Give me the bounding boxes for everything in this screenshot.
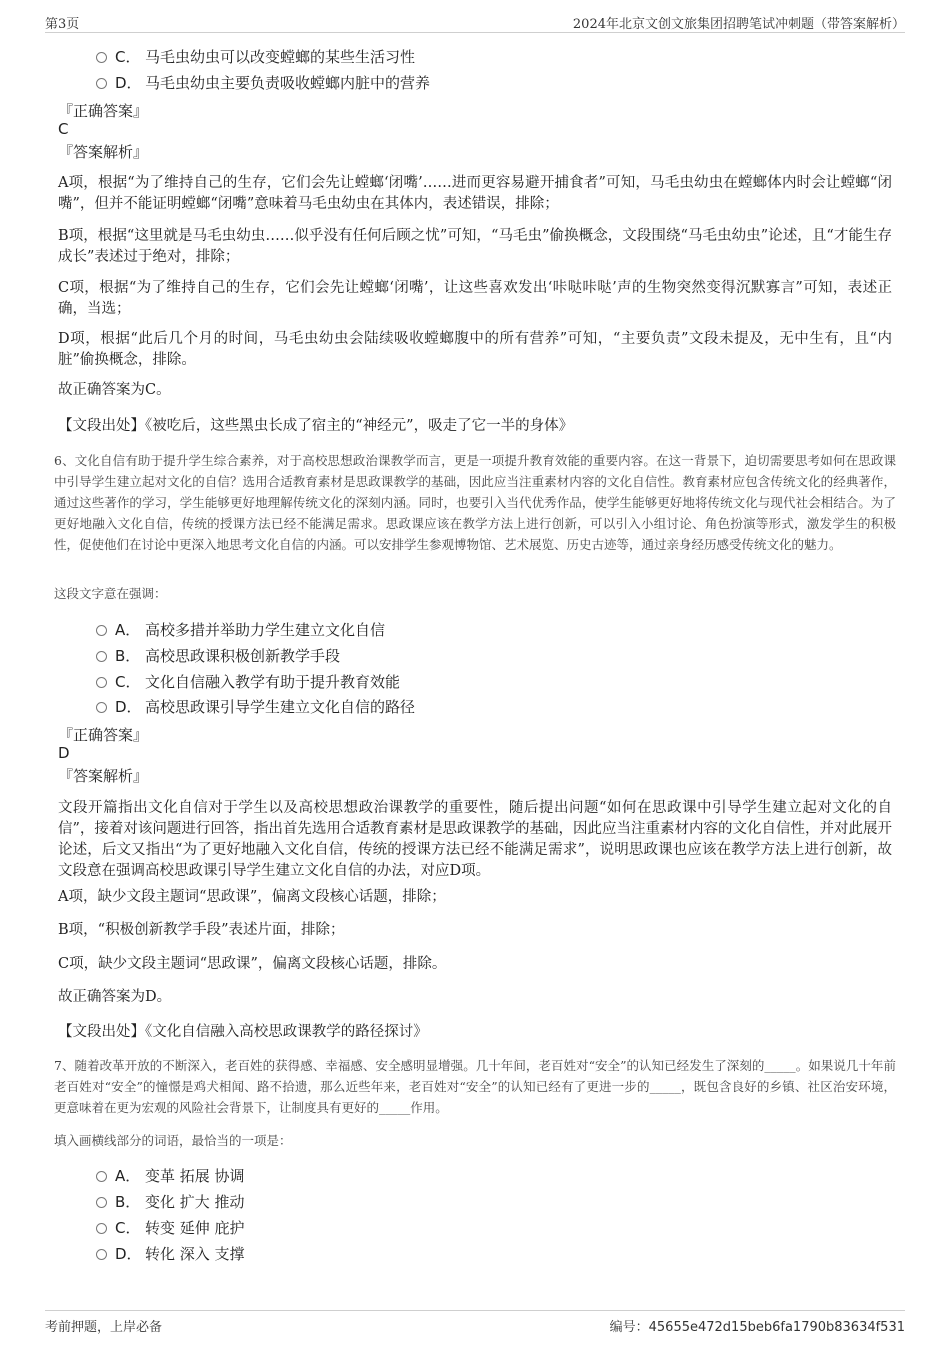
q6-analysis-c: C项，缺少文段主题词“思政课”，偏离文段核心话题，排除。 <box>58 956 447 972</box>
q7-option-d[interactable]: D． 转化 深入 支撑 <box>96 1243 245 1265</box>
radio-icon[interactable] <box>96 1249 107 1260</box>
radio-icon[interactable] <box>96 1171 107 1182</box>
q5-analysis-d: D项，根据“此后几个月的时间，马毛虫幼虫会陆续吸收螳螂腹中的所有营养”可知，“主要负责”文段未提及，无中生有，且“内脏”偷换概念，排除。 <box>58 331 892 368</box>
q7-option-c[interactable]: C． 转变 延伸 庇护 <box>96 1217 245 1239</box>
radio-icon[interactable] <box>96 78 107 89</box>
q5-conclusion: 故正确答案为C。 <box>58 382 171 398</box>
q7-option-a[interactable]: A． 变革 拓展 协调 <box>96 1165 245 1187</box>
radio-icon[interactable] <box>96 702 107 713</box>
q6-option-d[interactable]: D． 高校思政课引导学生建立文化自信的路径 <box>96 696 415 718</box>
q6-answer-label: 『正确答案』 <box>58 726 149 744</box>
page-number: 第3页 <box>45 17 80 32</box>
q7-prompt: 填入画横线部分的词语，最恰当的一项是： <box>54 1133 292 1148</box>
footer-slogan: 考前押题，上岸必备 <box>45 1320 163 1335</box>
q5-option-d[interactable]: D． 马毛虫幼虫主要负责吸收螳螂内脏中的营养 <box>96 72 430 94</box>
q7-option-b[interactable]: B． 变化 扩大 推动 <box>96 1191 245 1213</box>
q5-analysis-b: B项，根据“这里就是马毛虫幼虫……似乎没有任何后顾之忧”可知，“马毛虫”偷换概念，文段围绕“马毛虫幼虫”论述，且“才能生存成长”表述过于绝对，排除； <box>58 228 892 265</box>
blank-1: _____ <box>764 1058 796 1073</box>
document-title: 2024年北京文创文旅集团招聘笔试冲刺题（带答案解析） <box>572 17 905 32</box>
q5-analysis-c: C项，根据“为了维持自己的生存，它们会先让螳螂‘闭嘴’，让这些喜欢发出‘咔哒咔哒’声的生物突然变得沉默寡言”可知，表述正确，当选； <box>58 280 892 317</box>
q6-option-c[interactable]: C． 文化自信融入教学有助于提升教育效能 <box>96 671 400 693</box>
radio-icon[interactable] <box>96 677 107 688</box>
q5-option-c[interactable]: C． 马毛虫幼虫可以改变螳螂的某些生活习性 <box>96 46 415 68</box>
radio-icon[interactable] <box>96 52 107 63</box>
q6-option-b[interactable]: B． 高校思政课积极创新教学手段 <box>96 645 340 667</box>
q6-source: 【文段出处】《文化自信融入高校思政课教学的路径探讨》 <box>58 1024 428 1040</box>
blank-2: _____ <box>649 1079 681 1094</box>
page-header <box>45 10 905 33</box>
q6-prompt: 这段文字意在强调： <box>54 586 167 601</box>
q6-analysis-main: 文段开篇指出文化自信对于学生以及高校思想政治课教学的重要性，随后提出问题“如何在思政课中引导学生建立起对文化的自信”，接着对该问题进行回答，指出首先选用合适教育素材是思政课教学的基础，因此应当注重素材内容的文化自信性，并对此展开论述，后文又指出“为了更好地融入文化自信，传统的授课方法已经不能满足需求”，说明思政课也应该在教学方法上进行创新，故文段意在强调高校思政课引导学生建立文化自信的办法，对应D项。 <box>58 800 892 879</box>
q5-source: 【文段出处】《被吃后，这些黑虫长成了宿主的“神经元”，吸走了它一半的身体》 <box>58 418 574 434</box>
page-footer <box>45 1310 905 1339</box>
q6-analysis-a: A项，缺少文段主题词“思政课”，偏离文段核心话题，排除； <box>58 889 446 905</box>
q5-analysis-a: A项，根据“为了维持自己的生存，它们会先让螳螂‘闭嘴’……进而更容易避开捕食者”可知，马毛虫幼虫在螳螂体内时会让螳螂“闭嘴”，但并不能证明螳螂“闭嘴”意味着马毛虫幼虫在其体内，表述错误，排除； <box>58 175 892 212</box>
q6-option-a[interactable]: A． 高校多措并举助力学生建立文化自信 <box>96 619 385 641</box>
blank-3: _____ <box>379 1100 411 1115</box>
document-id: 编号：45655e472d15beb6fa1790b83634f531 <box>609 1320 905 1335</box>
radio-icon[interactable] <box>96 625 107 636</box>
radio-icon[interactable] <box>96 651 107 662</box>
q5-answer: C <box>58 120 69 138</box>
q6-conclusion: 故正确答案为D。 <box>58 989 172 1005</box>
radio-icon[interactable] <box>96 1197 107 1208</box>
q5-analysis-label: 『答案解析』 <box>58 143 149 161</box>
q5-answer-label: 『正确答案』 <box>58 102 149 120</box>
q6-analysis-label: 『答案解析』 <box>58 767 149 785</box>
q7-text: 7、随着改革开放的不断深入，老百姓的获得感、幸福感、安全感明显增强。几十年间，老百姓对“安全”的认知已经发生了深刻的_____。如果说几十年前老百姓对“安全”的憧憬是鸡犬相闻、路不拾遗，那么近些年来，老百姓对“安全”的认知已经有了更进一步的_____，既包含良好的乡镇、社区治安环境，更意味着在更为宏观的风险社会背景下，让制度具有更好的_____作用。 <box>54 1058 896 1115</box>
q6-analysis-b: B项，“积极创新教学手段”表述片面，排除； <box>58 922 345 938</box>
radio-icon[interactable] <box>96 1223 107 1234</box>
q6-answer: D <box>58 744 70 762</box>
q6-text: 6、文化自信有助于提升学生综合素养，对于高校思想政治课教学而言，更是一项提升教育效能的重要内容。在这一背景下，迫切需要思考如何在思政课中引导学生建立起对文化的自信？选用合适教育素材是思政课教学的基础，因此应当注重素材内容的文化自信性。教育素材应包含传统文化的经典著作，通过这些著作的学习，学生能够更好地理解传统文化的深刻内涵。同时，也要引入当代优秀作品，使学生能够更好地将传统文化与现代社会相结合。为了更好地融入文化自信，传统的授课方法已经不能满足需求。思政课应该在教学方法上进行创新，可以引入小组讨论、角色扮演等形式，激发学生的积极性，促使他们在讨论中更深入地思考文化自信的内涵。可以安排学生参观博物馆、艺术展览、历史古迹等，通过亲身经历感受传统文化的魅力。 <box>54 453 896 552</box>
